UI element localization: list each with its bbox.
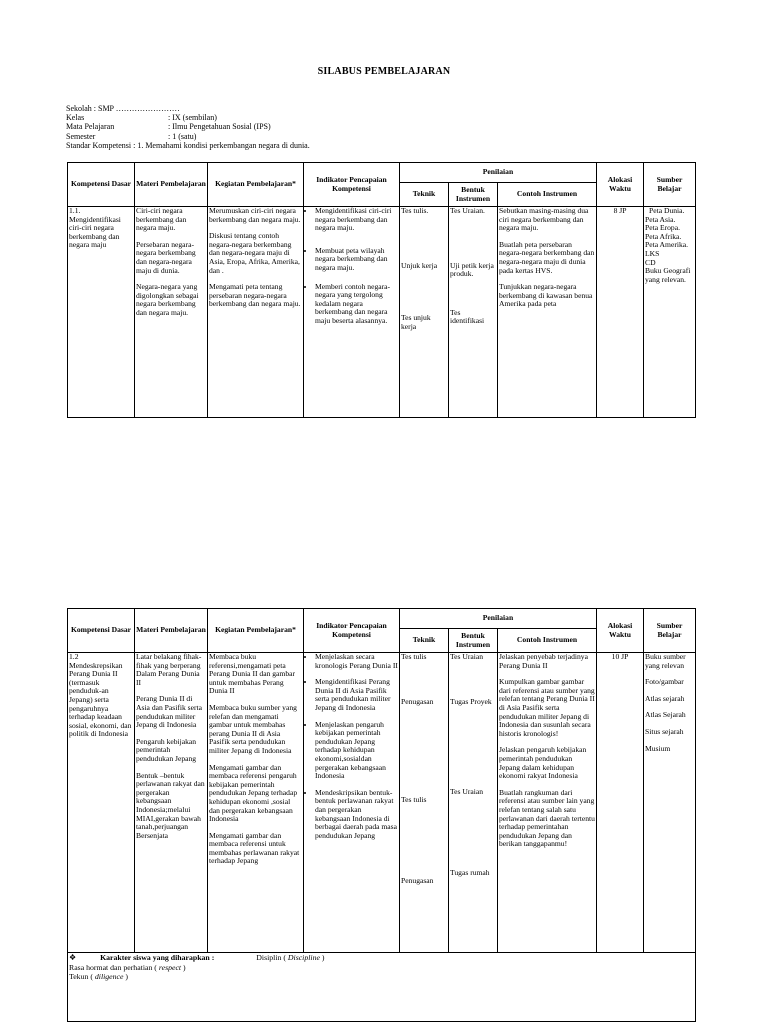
header-contoh: Contoh Instrumen (498, 183, 597, 207)
kegiatan-item: Mengamati gambar dan membaca referensi untuk membahas perlawanan rakyat terhadap Jepang (209, 830, 300, 866)
teknik-item: Tes unjuk kerja (401, 313, 431, 331)
materi-item: Persebaran negara-negara berkembang dan negara-negara maju di dunia. (136, 239, 196, 275)
kelas-label: Kelas (66, 113, 85, 123)
sumber-item: Buku Geografi yang relevan. (645, 266, 691, 284)
bentuk-item: Tes Uraian. (450, 206, 485, 215)
info-sekolah (66, 104, 310, 113)
header-alokasi: Alokasi Waktu (597, 163, 644, 207)
header-indikator: Indikator Pencapaian Kompetensi (304, 163, 400, 207)
teknik-item: Tes tulis. (401, 206, 429, 215)
header-materi: Materi Pembelajaran (135, 609, 208, 653)
page-title: SILABUS PEMBELAJARAN (317, 66, 451, 77)
teknik-item: Unjuk kerja (401, 260, 438, 270)
header-kompetensi-dasar: Kompetensi Dasar (68, 609, 135, 653)
sekolah-label: Sekolah : SMP …………………… (66, 104, 180, 113)
header-indikator: Indikator Pencapaian Kompetensi (304, 609, 400, 653)
kelas-value: : IX (sembilan) (168, 113, 217, 123)
sumber-item: Atlas Sejarah (645, 710, 686, 720)
sumber-item: Peta Eropa. (645, 223, 681, 233)
materi-item: Perang Dunia II di Asia dan Pasifik serta pendudukan militer Jepang di Indonesia (136, 694, 203, 730)
contoh-item: Jelaskan pengaruh kebijakan pemerintah pendudukan Jepang dalam kehidupan ekonomi rakyat Indonesia (499, 745, 587, 781)
header-kompetensi-dasar: Kompetensi Dasar (68, 163, 135, 207)
header-alokasi: Alokasi Waktu (597, 609, 644, 653)
sumber-item: Foto/gambar (645, 677, 684, 687)
kegiatan-cell (208, 207, 304, 418)
disiplin-english: Discipline (287, 953, 320, 962)
kegiatan-item: Merumuskan ciri-ciri negara berkembang dan negara maju. (209, 206, 301, 224)
sumber-item: Situs sejarah (645, 726, 684, 736)
silabus-table-2 (67, 608, 696, 1022)
standar-kompetensi: Standar Kompetensi : 1. Memahami kondisi perkembangan negara di dunia. (66, 140, 310, 150)
indikator-item: • Menjelaskan pengaruh kebijakan pemerintah pendudukan Jepang terhadap kehidupan ekonomi,sosialdan pergerakan kebangsaan Indonesia (315, 721, 398, 781)
bentuk-item: Tugas Proyek (450, 696, 492, 706)
materi-item: Bentuk –bentuk perlawanan rakyat dan pergerakan kebangsaan Indonesia;melalui MIAI,gerakan bawah tanah,perjuangan Bersenjata (136, 770, 205, 840)
indikator-item: • Menjelaskan secara kronologis Perang Dunia II (315, 653, 398, 670)
disiplin-close: ) (319, 953, 325, 962)
header-contoh: Contoh Instrumen (498, 629, 597, 653)
header-kegiatan: Kegiatan Pembelajaran* (208, 609, 304, 653)
bentuk-item: Tes Uraian (450, 787, 483, 797)
kegiatan-item: Membaca buku referensi,mengamati peta Perang Dunia II dan gambar untuk membahas Perang Dunia II (209, 652, 296, 696)
teknik-item: Tes tulis (401, 652, 427, 661)
teknik-cell (400, 653, 449, 953)
indikator-item: • Memberi contoh negara-negara yang tergolong kedalam negara berkembang dan negara maju beserta alasannya. (315, 283, 398, 326)
teknik-item: Penugasan (401, 696, 434, 706)
teknik-item: Penugasan (401, 875, 434, 885)
kegiatan-item: Membaca buku sumber yang relefan dan mengamati gambar untuk membahas perang Dunia II di Asia Pasifik serta pendudukan militer Jepang di Indonesia (209, 702, 297, 755)
info-semester (66, 132, 310, 141)
tekun-close: ) (123, 972, 128, 981)
semester-value: : 1 (satu) (168, 131, 197, 141)
materi-item: Ciri-ciri negara berkembang dan negara maju. (136, 206, 187, 233)
header-penilaian: Penilaian (400, 163, 597, 183)
kd-text: 1.1. Mengidentifikasi ciri-ciri negara berkembang dan negara maju (69, 206, 121, 250)
header-teknik: Teknik (400, 629, 449, 653)
bentuk-cell (449, 653, 498, 953)
mapel-value: : Ilmu Pengetahuan Sosial (IPS) (168, 122, 271, 132)
header-info (66, 104, 310, 150)
teknik-item: Tes tulis (401, 795, 427, 805)
header-sumber: Sumber Belajar (644, 163, 696, 207)
sumber-cell (644, 207, 696, 418)
sumber-item: Atlas sejarah (645, 693, 685, 703)
info-standar-kompetensi (66, 141, 310, 150)
kegiatan-item: Diskusi tentang contoh negara-negara berkembang dan negara-negara maju di Asia, Eropa, Afrika, Amerika, dan . (209, 231, 300, 275)
contoh-item: Sebutkan masing-masing dua ciri negara berkembang dan negara maju. (499, 206, 589, 233)
contoh-cell (498, 653, 597, 953)
bentuk-item: Tugas rumah (450, 867, 490, 877)
contoh-item: Kumpulkan gambar gambar dari referensi atau sumber yang relefan tentang Perang Dunia II di Asia Pasifik serta pendudukan militer Jepang di Indonesia dan susunlah secara historis kronologis! (499, 677, 595, 738)
karakter-section (68, 953, 696, 1022)
materi-item: Pengaruh kebijakan pemerintah pendudukan Jepang (136, 736, 197, 763)
indikator-cell (304, 653, 400, 953)
materi-item: Negara-negara yang digolongkan sebagai negara berkembang dan negara maju. (136, 282, 199, 317)
header-sumber: Sumber Belajar (644, 609, 696, 653)
sumber-item: Peta Afrika. (645, 231, 682, 241)
header-bentuk: Bentuk Instrumen (449, 183, 498, 207)
kd-cell (68, 207, 135, 418)
sumber-cell (644, 653, 696, 953)
tekun-text: Tekun ( (69, 972, 95, 981)
karakter-line-1 (69, 953, 694, 963)
bentuk-item: Uji petik kerja produk. (450, 260, 494, 279)
contoh-item: Buatlah rangkuman dari referensi atau sumber lain yang relefan tentang salah satu perlawanan dari daerah tertentu terhadap pemerintahan pendudukan Jepang dan berikan tanggapanmu! (499, 787, 595, 849)
sumber-item: Buku sumber yang relevan (645, 652, 686, 670)
info-kelas (66, 113, 310, 122)
alokasi-cell (597, 207, 644, 418)
header-teknik: Teknik (400, 183, 449, 207)
bentuk-cell (449, 207, 498, 418)
bentuk-item: Tes identifikasi (450, 307, 485, 326)
sumber-item: LKS (645, 248, 660, 258)
indikator-item: • Membuat peta wilayah negara berkembang dan negara maju. (315, 247, 398, 273)
kegiatan-item: Mengamati peta tentang persebaran negara-negara berkembang dan negara maju. (209, 282, 301, 309)
materi-cell (135, 653, 208, 953)
info-mapel (66, 122, 310, 131)
indikator-item: • Mendeskripsikan bentuk-bentuk perlawanan rakyat dan pergerakan kebangsaan Indonesia di berbagai daerah pada masa pendudukan Jepang (315, 789, 398, 841)
header-penilaian: Penilaian (400, 609, 597, 629)
karakter-label: Karakter siswa yang diharapkan : (100, 953, 215, 962)
silabus-table-1 (67, 162, 696, 418)
bentuk-item: Tes Uraian (450, 652, 483, 661)
karakter-disiplin (256, 953, 324, 963)
sumber-item: Peta Dunia. (649, 206, 685, 215)
materi-cell (135, 207, 208, 418)
contoh-item: Tunjukkan negara-negara berkembang di kawasan benua Amerika pada peta (499, 282, 593, 309)
indikator-cell (304, 207, 400, 418)
alokasi-value: 8 JP (613, 206, 627, 215)
kd-cell (68, 653, 135, 953)
alokasi-value: 10 JP (611, 652, 629, 661)
contoh-item: Buatlah peta persebaran negara-negara berkembang dan negara-negara maju di dunia pada kertas HVS. (499, 239, 595, 275)
indikator-item: • Mengidentifikasi Perang Dunia II di Asia Pasifik serta pendudukan militer Jepang di Indonesia (315, 678, 398, 712)
sumber-item: Musium (645, 743, 671, 753)
sumber-item: CD (645, 257, 656, 267)
respect-english: respect (158, 962, 182, 972)
teknik-cell (400, 207, 449, 418)
semester-label: Semester (66, 131, 96, 141)
indikator-item: • Mengidentifikasi ciri-ciri negara berkembang dan negara maju. (315, 207, 398, 233)
alokasi-cell (597, 653, 644, 953)
header-bentuk: Bentuk Instrumen (449, 629, 498, 653)
respect-close: ) (181, 962, 186, 972)
tekun-english: diligence (94, 972, 124, 981)
sumber-item: Peta Asia. (645, 214, 676, 224)
karakter-line-2 (69, 963, 694, 973)
sumber-item: Peta Amerika. (645, 240, 689, 250)
respect-text: Rasa hormat dan perhatian ( (69, 962, 159, 972)
contoh-cell (498, 207, 597, 418)
diamond-bullet-icon: ❖ (69, 953, 77, 962)
contoh-item: Jelaskan penyebab terjadinya Perang Dunia II (499, 652, 588, 670)
disiplin-text: Disiplin ( (256, 953, 288, 962)
kegiatan-item: Mengamati gambar dan membaca referensi pengaruh kebijakan pemerintah pendudukan Jepang terhadap kehidupan ekonomi ,sosial dan pergerakan kebangsaan Indonesia (209, 762, 298, 824)
header-kegiatan: Kegiatan Pembelajaran* (208, 163, 304, 207)
header-materi: Materi Pembelajaran (135, 163, 208, 207)
kegiatan-cell (208, 653, 304, 953)
mapel-label: Mata Pelajaran (66, 122, 115, 132)
karakter-line-3 (69, 972, 694, 982)
kd-text: 1.2 Mendeskrepsikan Perang Dunia II (termasuk penduduk-an Jepang) serta pengaruhnya terhadap keadaan sosial, ekonomi, dan politik di Indonesia (69, 652, 132, 739)
materi-item: Latar belakang fihak-fihak yang berperang Dalam Perang Dunia II (136, 652, 202, 687)
